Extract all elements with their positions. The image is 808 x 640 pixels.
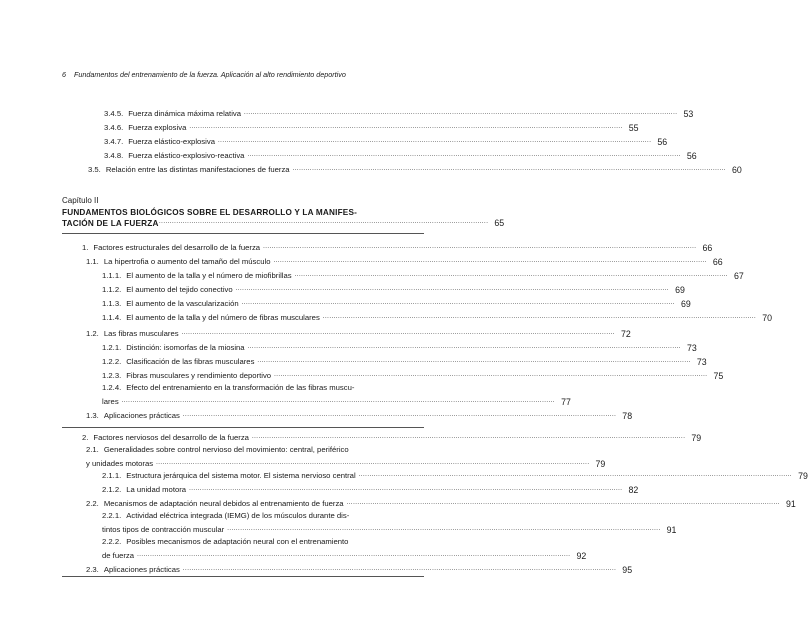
toc-entry <box>82 242 713 253</box>
toc-entry-number: 1.1.3. <box>102 299 122 308</box>
toc-entry-page: 75 <box>713 371 724 381</box>
toc-entry-page: 70 <box>762 313 773 323</box>
toc-entry-page: 92 <box>576 551 587 561</box>
toc-entry <box>104 150 697 161</box>
toc-entry-title: Distinción: isomorfas de la miosina <box>126 343 245 352</box>
leader-dots: ........................................................................................................................................................................................................ <box>273 258 707 264</box>
toc-entry <box>102 511 677 535</box>
toc-entry-number: 1.2.4. <box>102 383 122 392</box>
leader-dots: ........................................................................................................................................................................................................ <box>137 552 571 558</box>
toc-entry-page: 69 <box>675 285 685 295</box>
toc-entry <box>102 484 639 495</box>
toc-entry <box>102 312 773 323</box>
leader-dots: ........................................................................................................................................................................................................ <box>182 412 617 418</box>
toc-entry-number: 2.3. <box>86 565 99 574</box>
toc-entry-title: Actividad eléctrica integrada (IEMG) de los músculos durante dis- <box>126 511 350 520</box>
leader-dots: ........................................................................................................................................................................................................ <box>358 472 793 478</box>
toc-entry-page: 95 <box>622 565 633 575</box>
toc-entry-number: 2.2.1. <box>102 511 122 520</box>
toc-entry <box>102 356 707 367</box>
toc-entry-number: 1. <box>82 243 89 252</box>
section-divider <box>62 233 424 234</box>
toc-entry-number: 1.1.1. <box>102 271 122 280</box>
leader-dots: ........................................................................................................................................................................................................ <box>322 314 757 320</box>
toc-entry <box>102 383 571 407</box>
toc-entry-page: 79 <box>798 471 808 481</box>
section-divider <box>62 427 424 428</box>
toc-entry-number: 1.1.2. <box>102 285 122 294</box>
toc-entry-title: Generalidades sobre control nervioso del movimiento: central, periférico <box>103 445 349 454</box>
toc-entry <box>104 108 694 119</box>
leader-dots: ........................................................................................................................................................................................................ <box>294 272 729 278</box>
leader-dots: ........................................................................................................................................................................................................ <box>247 344 681 350</box>
toc-entry-title: Clasificación de las fibras musculares <box>126 357 255 366</box>
toc-entry-title: El aumento de la talla y el número de miofibrillas <box>126 271 292 280</box>
toc-entry-title-continued: de fuerza <box>102 551 135 560</box>
toc-entry <box>82 432 702 443</box>
toc-entry-title: Fibras musculares y rendimiento deportivo <box>126 371 272 380</box>
toc-entry-title: Posibles mecanismos de adaptación neural con el entrenamiento <box>126 537 349 546</box>
chapter-title-line2: TACIÓN DE LA FUERZA <box>62 219 159 228</box>
leader-dots: ........................................................................................................................................................................................................ <box>247 152 681 158</box>
toc-entry-title: Factores estructurales del desarrollo de la fuerza <box>93 243 261 252</box>
toc-entry-page: 77 <box>561 397 571 407</box>
toc-entry-page: 67 <box>734 271 744 281</box>
toc-entry <box>86 498 796 509</box>
toc-entry-page: 72 <box>621 329 631 339</box>
leader-dots: ........................................................................................................................................................................................................ <box>292 166 726 172</box>
running-header <box>62 70 422 79</box>
toc-entry-page: 91 <box>785 499 796 509</box>
toc-entry-number: 1.2.3. <box>102 371 122 380</box>
toc-entry-number: 2. <box>82 433 89 442</box>
toc-entry-number: 3.4.5. <box>104 109 124 118</box>
toc-entry-number: 1.2.2. <box>102 357 122 366</box>
toc-entry <box>102 298 691 309</box>
toc-entry-page: 56 <box>657 137 668 147</box>
toc-entry <box>86 328 631 339</box>
toc-entry-number: 2.1.2. <box>102 485 122 494</box>
toc-entry-title: Fuerza dinámica máxima relativa <box>128 109 242 118</box>
toc-entry-title: El aumento de la talla y del número de fibras musculares <box>126 313 320 322</box>
toc-entry-title-continued: lares <box>102 397 119 406</box>
toc-entry-page: 78 <box>622 411 633 421</box>
leader-dots: ........................................................................................................................................................................................................ <box>241 300 676 306</box>
header-page-number: 6 <box>62 70 66 79</box>
leader-dots: ........................................................................................................................................................................................................ <box>346 500 780 506</box>
toc-entry <box>104 136 668 147</box>
toc-entry-number: 3.4.8. <box>104 151 124 160</box>
toc-entry-page: 79 <box>691 433 702 443</box>
toc-entry-page: 79 <box>595 459 606 469</box>
leader-dots: ........................................................................................................................................................................................................ <box>189 124 623 130</box>
toc-entry-page: 60 <box>731 165 742 175</box>
toc-entry <box>102 342 697 353</box>
toc-entry-title: Las fibras musculares <box>103 329 179 338</box>
toc-entry-title: Estructura jerárquica del sistema motor. El sistema nervioso central <box>126 471 356 480</box>
toc-entry-title: Aplicaciones prácticas <box>103 411 180 420</box>
leader-dots: ........................................................................................................................................................ <box>159 219 489 225</box>
toc-entry-number: 1.3. <box>86 411 99 420</box>
toc-entry-number: 2.1. <box>86 445 99 454</box>
chapter-title-line1: FUNDAMENTOS BIOLÓGICOS SOBRE EL DESARROLLO Y LA MANIFES- <box>62 208 358 217</box>
leader-dots: ........................................................................................................................................................................................................ <box>182 566 617 572</box>
toc-entry-page: 55 <box>628 123 639 133</box>
toc-entry <box>102 270 744 281</box>
toc-entry-page: 66 <box>712 257 723 267</box>
toc-entry-number: 2.2.2. <box>102 537 122 546</box>
toc-entry <box>102 284 685 295</box>
toc-entry <box>102 537 587 561</box>
toc-entry-title: Aplicaciones prácticas <box>103 565 180 574</box>
toc-entry-page: 82 <box>628 485 639 495</box>
toc-entry-title: El aumento del tejido conectivo <box>126 285 233 294</box>
toc-entry-page: 56 <box>686 151 697 161</box>
toc-entry <box>102 370 724 381</box>
toc-entry-number: 3.4.6. <box>104 123 124 132</box>
toc-entry-title: Fuerza elástico-explosiva <box>128 137 215 146</box>
toc-entry-page: 73 <box>696 357 707 367</box>
toc-entry-title: El aumento de la vascularización <box>126 299 239 308</box>
toc-entry-title: Fuerza explosiva <box>128 123 187 132</box>
leader-dots: ........................................................................................................................................................................................................ <box>244 110 678 116</box>
toc-entry-number: 3.5. <box>88 165 101 174</box>
leader-dots: ........................................................................................................................................................................................................ <box>217 138 652 144</box>
leader-dots: ........................................................................................................................................................................................................ <box>189 486 623 492</box>
toc-entry-title: Relación entre las distintas manifestaciones de fuerza <box>105 165 290 174</box>
toc-entry-title-continued: y unidades motoras <box>86 459 154 468</box>
toc-entry <box>86 564 633 575</box>
leader-dots: ........................................................................................................................................................................................................ <box>257 358 691 364</box>
leader-dots: ........................................................................................................................................................................................................ <box>121 398 556 404</box>
toc-entry-page: 73 <box>687 343 697 353</box>
leader-dots: ........................................................................................................................................................................................................ <box>274 372 708 378</box>
toc-entry-page: 91 <box>666 525 677 535</box>
toc-entry <box>88 164 742 175</box>
toc-entry <box>86 256 723 267</box>
section-divider <box>62 576 424 577</box>
leader-dots: ........................................................................................................................................................................................................ <box>235 286 670 292</box>
toc-entry-number: 1.2.1. <box>102 343 122 352</box>
toc-entry-title: Fuerza elástico-explosivo-reactiva <box>128 151 245 160</box>
toc-entry-number: 1.1.4. <box>102 313 122 322</box>
chapter-label: Capítulo II <box>62 196 99 205</box>
toc-entry <box>86 410 633 421</box>
toc-entry-title: Mecanismos de adaptación neural debidos al entrenamiento de fuerza <box>103 499 344 508</box>
toc-entry-page: 53 <box>683 109 694 119</box>
leader-dots: ........................................................................................................................................................................................................ <box>156 460 590 466</box>
leader-dots: ........................................................................................................................................................................................................ <box>251 434 686 440</box>
toc-entry-title: Factores nerviosos del desarrollo de la fuerza <box>93 433 249 442</box>
toc-entry-number: 1.1. <box>86 257 99 266</box>
header-running-title: Fundamentos del entrenamiento de la fuerza. Aplicación al alto rendimiento deportivo <box>74 70 346 79</box>
toc-entry <box>86 445 606 469</box>
toc-entry-title: Efecto del entrenamiento en la transformación de las fibras muscu- <box>126 383 355 392</box>
toc-entry-page: 69 <box>681 299 691 309</box>
chapter-title-leader <box>62 217 505 228</box>
chapter-page: 65 <box>494 218 505 228</box>
toc-entry <box>102 470 808 481</box>
leader-dots: ........................................................................................................................................................................................................ <box>181 330 616 336</box>
toc-entry-title: La unidad motora <box>126 485 187 494</box>
toc-entry-title-continued: tintos tipos de contracción muscular <box>102 525 225 534</box>
toc-entry-page: 66 <box>702 243 713 253</box>
leader-dots: ........................................................................................................................................................................................................ <box>263 244 697 250</box>
toc-entry-number: 2.1.1. <box>102 471 122 480</box>
toc-entry-number: 1.2. <box>86 329 99 338</box>
toc-entry-number: 3.4.7. <box>104 137 124 146</box>
toc-entry <box>104 122 639 133</box>
toc-entry-title: La hipertrofia o aumento del tamaño del músculo <box>103 257 271 266</box>
toc-entry-number: 2.2. <box>86 499 99 508</box>
leader-dots: ........................................................................................................................................................................................................ <box>227 526 661 532</box>
